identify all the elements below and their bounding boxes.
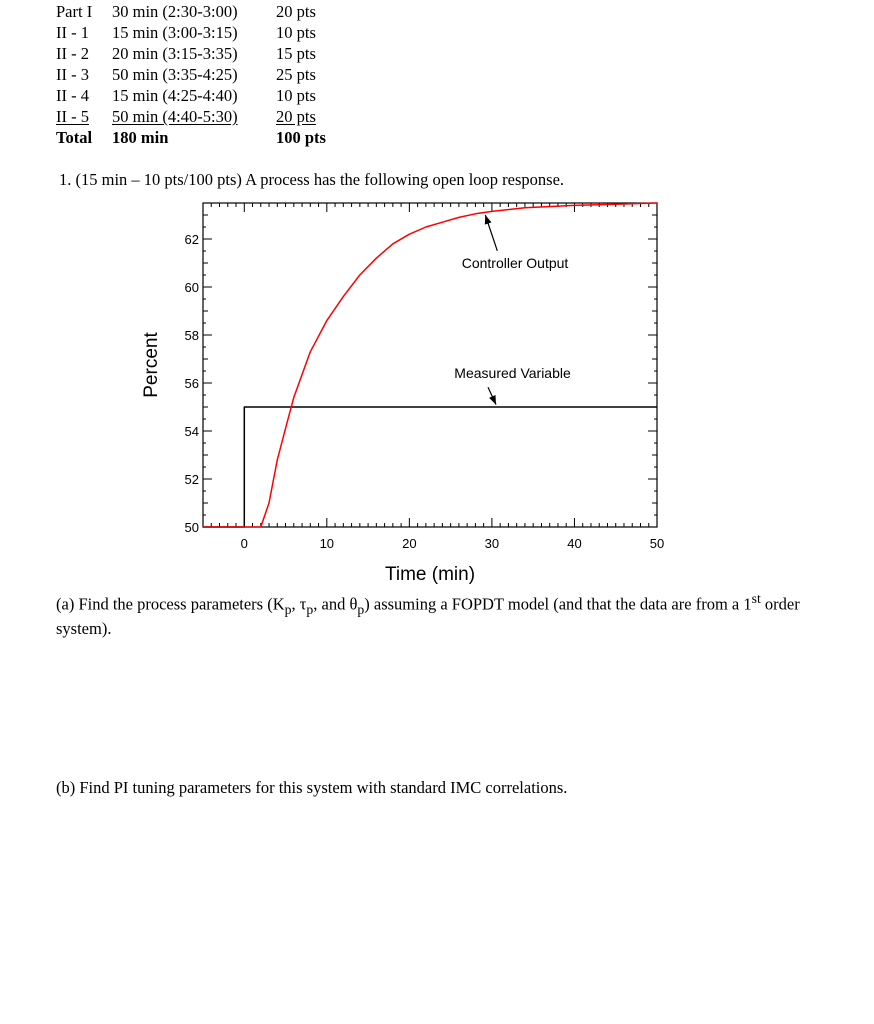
question-1a-prefix: (a) Find the process parameters (K — [56, 594, 285, 614]
schedule-part: II - 1 — [56, 23, 89, 42]
question-1b: (b) Find PI tuning parameters for this system with standard IMC correlations. — [56, 778, 568, 797]
schedule-part: II - 4 — [56, 86, 89, 105]
x-tick-label: 50 — [649, 536, 665, 551]
schedule-points: 20 pts — [276, 2, 316, 21]
theta-subscript: p — [357, 601, 365, 617]
y-tick-label: 54 — [184, 424, 199, 439]
x-tick-label: 30 — [484, 536, 500, 551]
schedule-points: 25 pts — [276, 65, 316, 84]
total-time: 180 min — [112, 128, 169, 147]
schedule-part: II - 3 — [56, 65, 89, 84]
annotation-arrowhead — [489, 395, 496, 405]
schedule-time: 30 min (2:30-3:00) — [112, 2, 238, 21]
y-tick-label: 60 — [184, 280, 199, 295]
question-1a-mid: ) assuming a FOPDT model (and that the data are from a 1 — [364, 594, 752, 614]
question-1a-suffix: order system). — [56, 594, 800, 638]
question-1: 1. (15 min – 10 pts/100 pts) A process has the following open loop response. — [59, 170, 565, 189]
order-superscript: st — [751, 591, 761, 606]
annotation-arrowhead — [485, 215, 492, 225]
tau-subscript: p — [306, 601, 314, 617]
schedule-time: 15 min (4:25-4:40) — [112, 86, 238, 105]
measured-variable-line — [203, 407, 657, 527]
total-points: 100 pts — [276, 128, 326, 147]
question-1a-theta: , and θ — [313, 594, 358, 614]
x-tick-label: 40 — [567, 536, 582, 551]
y-tick-label: 62 — [184, 232, 199, 247]
y-axis-label: Percent — [141, 332, 162, 398]
y-tick-label: 58 — [184, 328, 199, 343]
x-axis-label: Time (min) — [384, 564, 476, 585]
schedule-part: Part I — [56, 2, 93, 21]
kp-subscript: p — [284, 601, 292, 617]
x-tick-label: 20 — [402, 536, 417, 551]
schedule-points: 20 pts — [276, 107, 316, 126]
question-1a — [56, 589, 816, 638]
schedule-part: II - 2 — [56, 44, 89, 63]
schedule-time: 15 min (3:00-3:15) — [112, 23, 238, 42]
question-1a-tau: , τ — [291, 594, 307, 614]
controller-output-line — [203, 203, 657, 527]
measured-variable-annotation: Measured Variable — [454, 365, 571, 382]
schedule-points: 10 pts — [276, 23, 316, 42]
y-tick-label: 56 — [184, 376, 199, 391]
y-tick-label: 50 — [184, 520, 199, 535]
schedule-points: 10 pts — [276, 86, 316, 105]
x-tick-label: 10 — [319, 536, 335, 551]
controller-output-annotation: Controller Output — [461, 254, 569, 271]
plot-frame — [203, 203, 657, 527]
schedule-points: 15 pts — [276, 44, 316, 63]
schedule-time: 50 min (3:35-4:25) — [112, 65, 238, 84]
x-tick-label: 0 — [240, 536, 248, 551]
schedule-time: 20 min (3:15-3:35) — [112, 44, 238, 63]
schedule-time: 50 min (4:40-5:30) — [112, 107, 238, 126]
y-tick-label: 52 — [184, 472, 199, 487]
total-label: Total — [56, 128, 93, 147]
schedule-part: II - 5 — [56, 107, 89, 126]
